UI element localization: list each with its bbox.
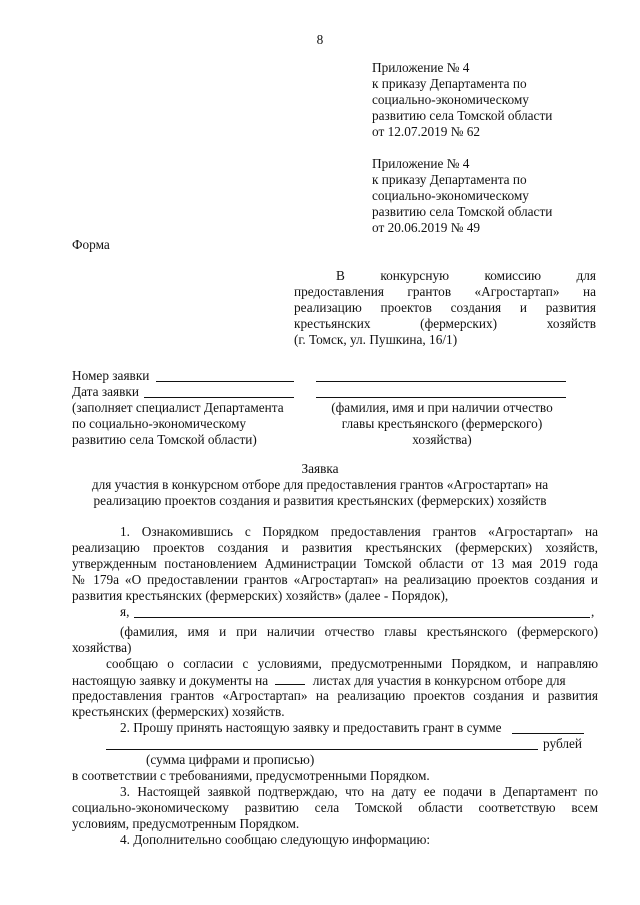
rubles-label: рублей bbox=[543, 736, 583, 751]
registration-left-caption bbox=[72, 400, 302, 448]
paragraph-3 bbox=[72, 784, 598, 832]
paragraph-2-text: 2. Прошу принять настоящую заявку и предоставить грант в сумме bbox=[120, 720, 502, 735]
appendix-line: социально-экономическому bbox=[372, 188, 529, 203]
comma-mark: , bbox=[591, 604, 595, 619]
appendix-line: развитию села Томской области bbox=[372, 108, 553, 123]
application-number-label: Номер заявки bbox=[72, 368, 150, 383]
text-line: реализацию проектов создания и развития крестьянских (фермерских) хозяйств, bbox=[72, 540, 598, 555]
appendix-line: от 20.06.2019 № 49 bbox=[372, 220, 481, 235]
appendix-line: Приложение № 4 bbox=[372, 60, 470, 75]
caption-line: (заполняет специалист Департамента bbox=[72, 400, 284, 415]
addressee-line: крестьянских (фермерских) хозяйств bbox=[294, 316, 596, 331]
text-line: крестьянских (фермерских) хозяйств. bbox=[72, 704, 285, 719]
text-fragment: листах для участия в конкурсном отборе для bbox=[312, 673, 566, 688]
text-line: 1. Ознакомившись с Порядком предоставления грантов «Агростартап» на bbox=[120, 524, 598, 539]
sheet-count-field[interactable] bbox=[275, 672, 305, 685]
addressee-line: реализацию проектов создания и развития bbox=[294, 300, 596, 315]
addressee-line: предоставления грантов «Агростартап» на bbox=[294, 284, 596, 299]
head-name-field-2[interactable] bbox=[316, 385, 566, 398]
document-title: Заявка bbox=[301, 461, 339, 476]
paragraph-1 bbox=[72, 524, 598, 604]
caption-line: развитию села Томской области) bbox=[72, 432, 257, 447]
caption-line: (фамилия, имя и при наличии отчество bbox=[331, 400, 553, 415]
registration-right-caption bbox=[316, 400, 568, 448]
caption-line: хозяйства) bbox=[412, 432, 472, 447]
caption-line: по социально-экономическому bbox=[72, 416, 247, 431]
text-line: условиям, предусмотренным Порядком. bbox=[72, 816, 300, 831]
text-line bbox=[72, 672, 598, 688]
appendix-line: к приказу Департамента по bbox=[372, 172, 527, 187]
appendix-line: Приложение № 4 bbox=[372, 156, 470, 171]
grant-amount-field[interactable] bbox=[512, 721, 584, 734]
paragraph-4: 4. Дополнительно сообщаю следующую информацию: bbox=[120, 832, 431, 847]
document-subtitle: реализацию проектов создания и развития крестьянских (фермерских) хозяйств bbox=[93, 493, 547, 508]
text-line: № 179а «О предоставлении грантов «Агростартап» на реализацию проектов создания и bbox=[72, 572, 598, 587]
addressee-line: В конкурсную комиссию для bbox=[336, 268, 596, 283]
text-fragment: настоящую заявку и документы на bbox=[72, 673, 269, 688]
grant-amount-words-field[interactable] bbox=[106, 737, 538, 750]
application-number-field[interactable] bbox=[156, 369, 294, 382]
application-date-label: Дата заявки bbox=[72, 384, 139, 399]
caption-line: хозяйства) bbox=[72, 640, 132, 655]
amount-caption: (сумма цифрами и прописью) bbox=[146, 752, 315, 767]
head-name-field[interactable] bbox=[316, 369, 566, 382]
appendix-line: развитию села Томской области bbox=[372, 204, 553, 219]
text-line: сообщаю о согласии с условиями, предусмотренными Порядком, и направляю bbox=[106, 656, 598, 671]
appendix-block-previous bbox=[372, 156, 552, 236]
text-line: утвержденным постановлением Администрации Томской области от 13 мая 2019 года bbox=[72, 556, 598, 571]
caption-line: главы крестьянского (фермерского) bbox=[341, 416, 543, 431]
document-subtitle: для участия в конкурсном отборе для предоставления грантов «Агростартап» на bbox=[91, 477, 549, 492]
fio-caption bbox=[72, 624, 598, 656]
page-number: 8 bbox=[316, 32, 324, 47]
appendix-line: от 12.07.2019 № 62 bbox=[372, 124, 481, 139]
text-line: развития крестьянских (фермерских) хозяйств» (далее - Порядок), bbox=[72, 588, 449, 603]
form-label: Форма bbox=[72, 237, 110, 252]
application-date-field[interactable] bbox=[144, 385, 294, 398]
caption-line: (фамилия, имя и при наличии отчество главы крестьянского (фермерского) bbox=[120, 624, 598, 639]
text-line: социально-экономическому развитию села Томской области соответствую всем bbox=[72, 800, 598, 815]
addressee-line: (г. Томск, ул. Пушкина, 16/1) bbox=[294, 332, 458, 347]
text-line: 3. Настоящей заявкой подтверждаю, что на дату ее подачи в Департамент по bbox=[120, 784, 598, 799]
appendix-block-current bbox=[372, 60, 552, 140]
paragraph-1-continued bbox=[72, 656, 598, 720]
applicant-name-field[interactable] bbox=[134, 605, 590, 618]
appendix-line: социально-экономическому bbox=[372, 92, 529, 107]
paragraph-2-end: в соответствии с требованиями, предусмотренными Порядком. bbox=[72, 768, 430, 783]
addressee-block bbox=[294, 268, 596, 348]
text-line: предоставления грантов «Агростартап» на реализацию проектов создания и развития bbox=[72, 688, 598, 703]
ya-label: я, bbox=[120, 604, 130, 619]
appendix-line: к приказу Департамента по bbox=[372, 76, 527, 91]
